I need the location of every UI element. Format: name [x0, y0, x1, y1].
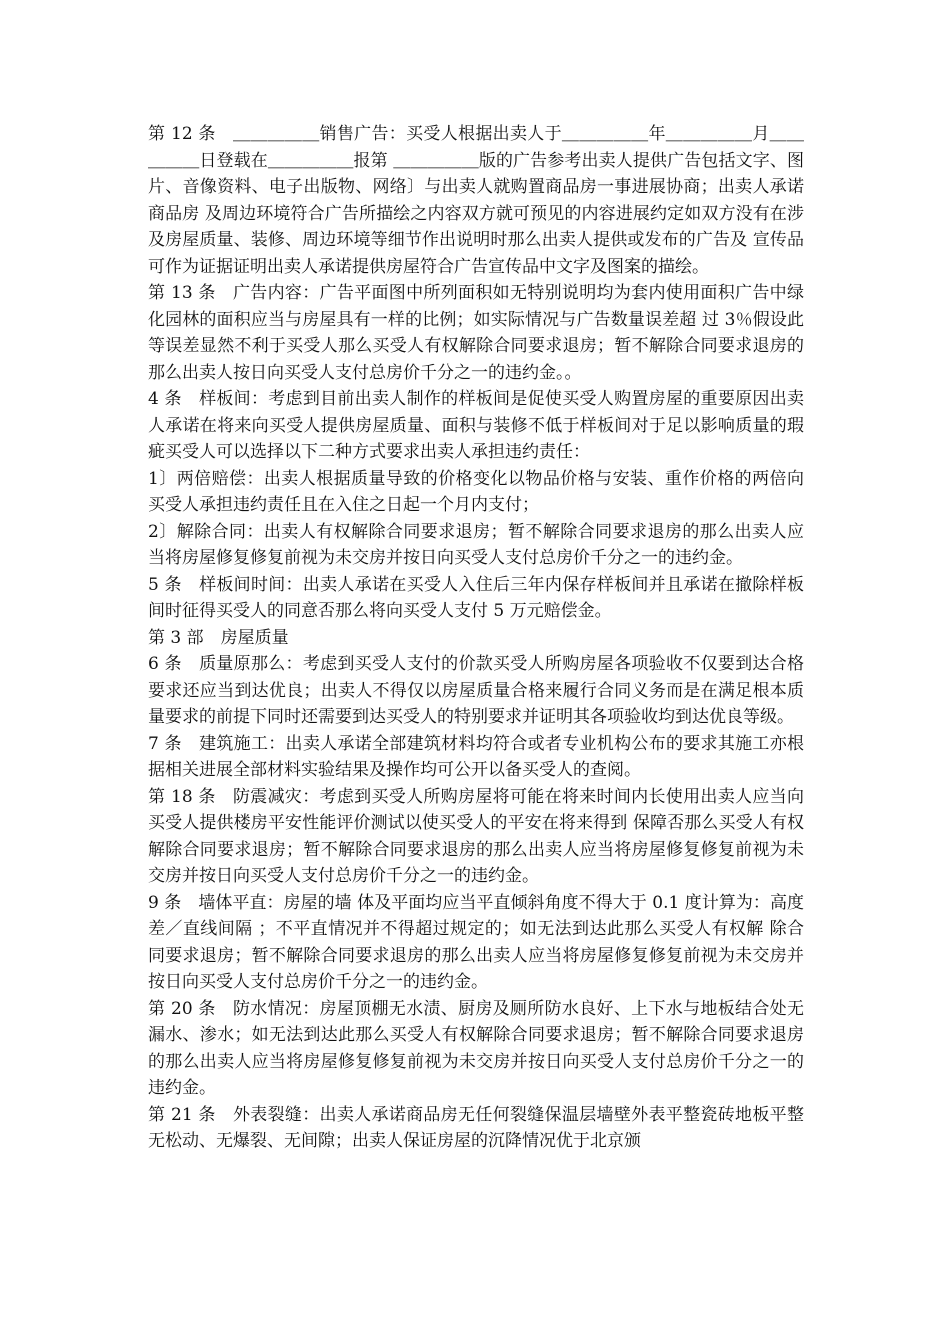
clause-17-paragraph: 7 条 建筑施工：出卖人承诺全部建筑材料均符合或者专业机构公布的要求其施工亦根据相关进展全部材料实验结果及操作均可公开以备买受人的查阅。	[148, 733, 804, 780]
clause-14-paragraph: 4 条 样板间：考虑到目前出卖人制作的样板间是促使买受人购置房屋的重要原因出卖人承诺在将来向买受人提供房屋质量、面积与装修不低于样板间对于足以影响质量的瑕疵买受人可以选择以下二种方式要求出卖人承担违约责任：	[148, 389, 804, 462]
clause-14-option-1: 1〕两倍赔偿：出卖人根据质量导致的价格变化以物品价格与安装、重作价格的两倍向买受人承担违约责任且在入住之日起一个月内支付；	[148, 468, 804, 515]
clause-19-paragraph: 9 条 墙体平直：房屋的墙 体及平面均应当平直倾斜角度不得大于 0.1 度计算为：高度差／直线间隔 ；不平直情况并不得超过规定的；如无法到达此那么买受人有权解 除合同要求退房；暂不解除合同要求退房的那么出卖人应当将房屋修复修复前视为未交房并按日向买受人支付总房价千分之一的违约金。	[148, 892, 804, 992]
clause-16-paragraph: 6 条 质量原那么：考虑到买受人支付的价款买受人所购房屋各项验收不仅要到达合格要求还应当到达优良；出卖人不得仅以房屋质量合格来履行合同义务而是在满足根本质量要求的前提下同时还需要到达买受人的特别要求并证明其各项验收均到达优良等级。	[148, 654, 804, 727]
clause-21-paragraph: 第 21 条 外表裂缝：出卖人承诺商品房无任何裂缝保温层墙壁外表平整瓷砖地板平整无松动、无爆裂、无间隙；出卖人保证房屋的沉降情况优于北京颁	[148, 1104, 804, 1151]
clause-12-paragraph: 第 12 条 ＿＿＿＿＿销售广告：买受人根据出卖人于＿＿＿＿＿年＿＿＿＿＿月＿＿＿＿＿日登载在＿＿＿＿＿报第 ＿＿＿＿＿版的广告参考出卖人提供广告包括文字、图片、音像资料、电子出版物、网络〕与出卖人就购置商品房一事进展协商；出卖人承诺商品房 及周边环境符合广告所描绘之内容双方就可预见的内容进展约定如双方没有在涉及房屋质量、装修、周边环境等细节作出说明时那么出卖人提供或发布的广告及 宣传品可作为证据证明出卖人承诺提供房屋符合广告宣传品中文字及图案的描绘。	[148, 124, 804, 277]
clause-14-option-2: 2〕解除合同：出卖人有权解除合同要求退房；暂不解除合同要求退房的那么出卖人应当将房屋修复修复前视为未交房并按日向买受人支付总房价千分之一的违约金。	[148, 521, 804, 568]
clause-13-paragraph: 第 13 条 广告内容：广告平面图中所列面积如无特别说明均为套内使用面积广告中绿化园林的面积应当与房屋具有一样的比例；如实际情况与广告数量误差超 过 3％假设此等误差显然不利于买受人那么买受人有权解除合同要求退房；暂不解除合同要求退房的那么出卖人按日向买受人支付总房价千分之一的违约金。。	[148, 283, 804, 383]
clause-18-paragraph: 第 18 条 防震减灾：考虑到买受人所购房屋将可能在将来时间内长使用出卖人应当向买受人提供楼房平安性能评价测试以使买受人的平安在将来得到 保障否那么买受人有权解除合同要求退房；暂不解除合同要求退房的那么出卖人应当将房屋修复修复前视为未交房并按日向买受人支付总房价千分之一的违约金。	[148, 786, 804, 886]
section-3-heading: 第 3 部 房屋质量	[148, 627, 289, 648]
clause-20-paragraph: 第 20 条 防水情况：房屋顶棚无水渍、厨房及厕所防水良好、上下水与地板结合处无漏水、渗水；如无法到达此那么买受人有权解除合同要求退房；暂不解除合同要求退房的那么出卖人应当将房屋修复修复前视为未交房并按日向买受人支付总房价千分之一的违约金。	[148, 998, 804, 1098]
document-body	[148, 121, 804, 1155]
clause-15-paragraph: 5 条 样板间时间：出卖人承诺在买受人入住后三年内保存样板间并且承诺在撤除样板间时征得买受人的同意否那么将向买受人支付 5 万元赔偿金。	[148, 574, 804, 621]
